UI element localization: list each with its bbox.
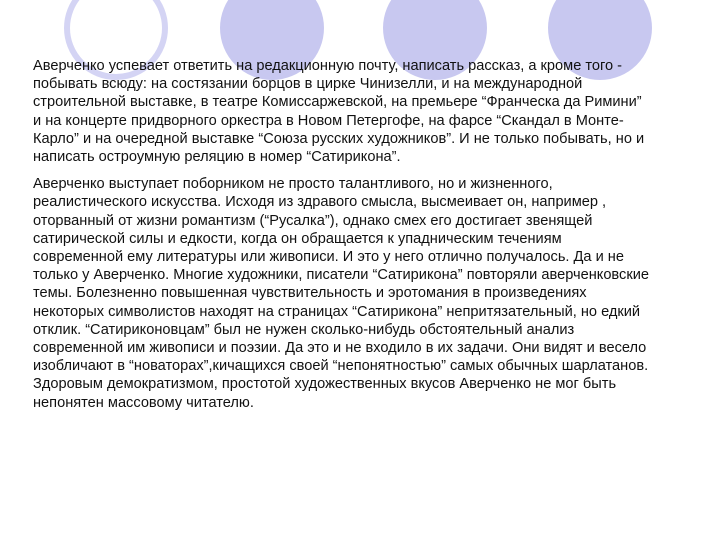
paragraph-1: Аверченко успевает ответить на редакционную почту, написать рассказ, а кроме того - побывать всюду: на состязании борцов в цирке Чинизелли, и на международной строительной выставке, в театре Комиссаржевской, на премьере “Франческа да Римини” и на концерте придворного оркестра в Новом Петергофе, на фарсе “Скандал в Монте- Карло” и на очередной выставке “Союза русских художников”. И не только побывать, но и написать остроумную реляцию в номер “Сатирикона”. xyxy=(33,58,645,166)
paragraph-2: Аверченко выступает поборником не просто талантливого, но и жизненного, реалистического искусства. Исходя из здравого смысла, высмеивает он, например , оторванный от жизни романтизм (“Русалка”), однако смех его достигает звенящей сатирической силы и едкости, когда он обращается к упадническим течениям современной ему литературы или живописи. И это у него отлично получалось. Да и не только у Аверченко. Многие художники, писатели “Сатирикона” повторяли аверченковские темы. Болезненно повышенная чувствительность и эротомания в произведениях некоторых символистов находят на страницах “Сатирикона” непритязательный, но едкий отклик. “Сатириконовцам” был не нужен сколько-нибудь обстоятельный анализ современной им живописи и поэзии. Да это и не входило в их задачи. Они видят и весело изобличают в “новаторах”,кичащихся своей “непонятностью” самых обычных шарлатанов. Здоровым демократизмом, простотой художественных вкусов Аверченко не мог быть непонятен массовому читателю. xyxy=(33,176,649,411)
slide-body-text xyxy=(33,57,713,421)
